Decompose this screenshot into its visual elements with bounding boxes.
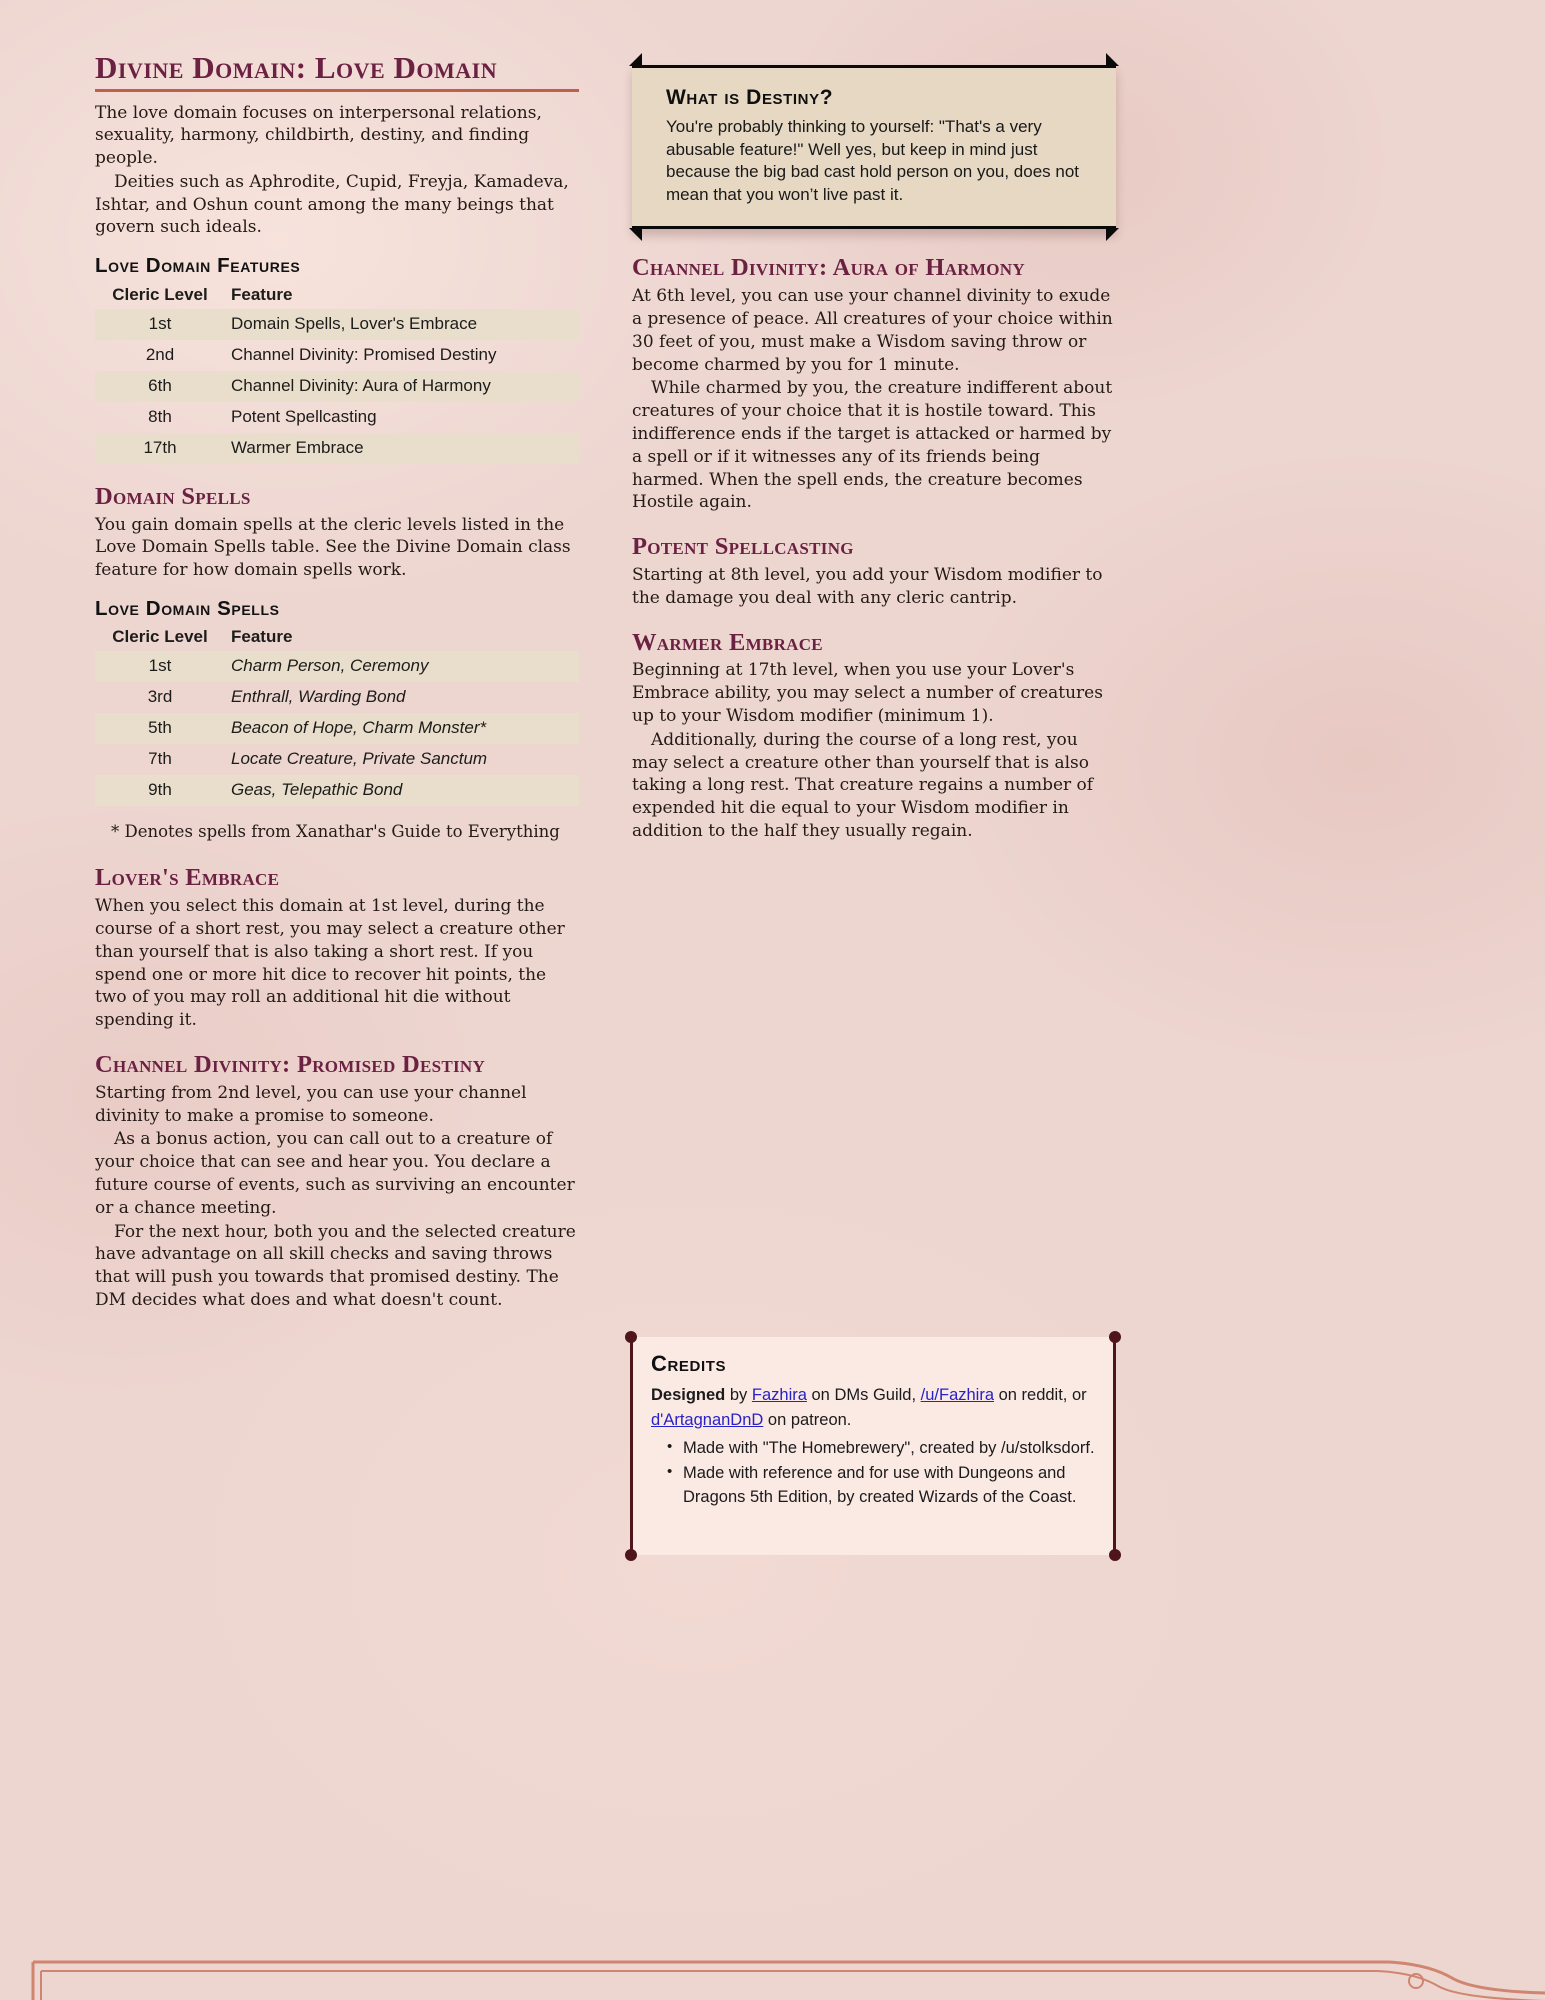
credits-corner-dot-icon — [1109, 1331, 1121, 1343]
spells-footnote: * Denotes spells from Xanathar's Guide to Everything — [111, 822, 560, 842]
destiny-note-body: You're probably thinking to yourself: "That's a very abusable feature!" Well yes, but keep in mind just because the big bad cast hold person on you, does not mean that you won’t live past it. — [666, 117, 1080, 204]
note-corner-triangle-icon — [1106, 53, 1119, 66]
lovers-embrace-paragraph: When you select this domain at 1st level, during the course of a short rest, you may select a creature other than yourself that is also taking a short rest. If you spend one or more hit dice to recover hit points, the two of you may roll an additional hit die without spending it. — [95, 896, 565, 1031]
spells-table-heading: Love Domain Spells — [95, 596, 280, 620]
credits-box — [630, 1337, 1116, 1555]
destiny-note-box — [632, 65, 1116, 229]
warmer-embrace-paragraph-1: Beginning at 17th level, when you use your Lover's Embrace ability, you may select a number of creatures up to your Wisdom modifier (minimum 1). — [632, 660, 1103, 726]
table-row — [95, 433, 579, 464]
lovers-embrace-heading: Lover's Embrace — [95, 864, 280, 892]
features-col-feature: Feature — [231, 284, 293, 304]
table-row — [95, 651, 579, 682]
credits-corner-dot-icon — [1109, 1549, 1121, 1561]
table-row — [95, 744, 579, 775]
credits-text: on reddit, or — [994, 1386, 1087, 1404]
features-col-level: Cleric Level — [112, 284, 208, 304]
cell-spells: Geas, Telepathic Bond — [231, 780, 403, 800]
note-corner-triangle-icon — [1106, 228, 1119, 241]
list-item: • Made with "The Homebrewery", created by /u/stolksdorf. — [665, 1437, 1095, 1461]
cell-level: 9th — [148, 780, 172, 800]
domain-spells-heading: Domain Spells — [95, 482, 251, 510]
warmer-embrace-paragraph-2: Additionally, during the course of a long rest, you may select a creature other than yourself that is also taking a long rest. That creature regains a number of expended hit die equal to your Wisdom modifier in addition to the half they usually regain. — [632, 729, 1094, 841]
credits-designed-line — [651, 1383, 1095, 1433]
intro-paragraph-1: The love domain focuses on interpersonal relations, sexuality, harmony, childbirth, destiny, and finding people. — [95, 102, 542, 169]
promised-destiny-paragraph-2: As a bonus action, you can call out to a creature of your choice that can see and hear you. You declare a future course of events, such as surviving an encounter or a chance meeting. — [95, 1129, 575, 1218]
note-corner-triangle-icon — [629, 228, 642, 241]
cell-feature: Warmer Embrace — [231, 437, 364, 457]
right-column — [632, 60, 1116, 844]
cell-spells: Beacon of Hope, Charm Monster* — [231, 718, 487, 738]
table-row — [95, 775, 579, 806]
fazhira-reddit-link[interactable]: /u/Fazhira — [920, 1386, 995, 1404]
features-table-heading: Love Domain Features — [95, 254, 301, 278]
features-table-header-row — [95, 283, 579, 309]
cell-level: 5th — [148, 718, 172, 738]
credits-designed-label: Designed — [651, 1386, 726, 1404]
promised-destiny-heading: Channel Divinity: Promised Destiny — [95, 1051, 486, 1078]
spells-col-level: Cleric Level — [112, 627, 208, 647]
table-row — [95, 682, 579, 713]
potent-spellcasting-paragraph: Starting at 8th level, you add your Wisdom modifier to the damage you deal with any cleric cantrip. — [632, 564, 1103, 608]
aura-of-harmony-paragraph-1: At 6th level, you can use your channel divinity to exude a presence of peace. All creatures of your choice within 30 feet of you, must make a Wisdom saving throw or become charmed by you for 1 minute. — [632, 286, 1113, 375]
list-item: • Made with reference and for use with Dungeons and Dragons 5th Edition, by created Wizards of the Coast. — [665, 1462, 1095, 1510]
intro-paragraph-2: Deities such as Aphrodite, Cupid, Freyja, Kamadeva, Ishtar, and Oshun count among the many beings that govern such ideals. — [95, 171, 569, 238]
table-row — [95, 340, 579, 371]
cell-level: 1st — [148, 656, 172, 676]
cell-level: 8th — [148, 406, 172, 426]
fazhira-dmsguild-link[interactable]: Fazhira — [751, 1386, 807, 1404]
potent-spellcasting-heading: Potent Spellcasting — [632, 533, 854, 561]
table-row — [95, 713, 579, 744]
credits-corner-dot-icon — [625, 1331, 637, 1343]
domain-spells-paragraph: You gain domain spells at the cleric levels listed in the Love Domain Spells table. See the Divine Domain class feature for how domain spells work. — [95, 514, 571, 581]
cell-level: 3rd — [147, 687, 173, 707]
credits-text: on patreon. — [763, 1410, 852, 1429]
aura-of-harmony-heading: Channel Divinity: Aura of Harmony — [632, 254, 1025, 282]
table-row — [95, 371, 579, 402]
aura-of-harmony-paragraph-2: While charmed by you, the creature indifferent about creatures of your choice that it is hostile toward. This indifference ends if the target is attacked or harmed by a spell or if it witnesses any of its friends being harmed. When the spell ends, the creature becomes Hostile again. — [632, 378, 1113, 513]
cell-feature: Channel Divinity: Aura of Harmony — [231, 375, 491, 395]
credits-corner-dot-icon — [625, 1549, 637, 1561]
spells-table-header-row — [95, 625, 579, 651]
promised-destiny-paragraph-1: Starting from 2nd level, you can use your channel divinity to make a promise to someone. — [95, 1082, 527, 1126]
cell-feature: Potent Spellcasting — [231, 406, 377, 426]
cell-level: 17th — [143, 437, 177, 457]
cell-feature: Channel Divinity: Promised Destiny — [231, 344, 497, 364]
dartagnandnd-patreon-link[interactable]: d'ArtagnanDnD — [651, 1410, 764, 1429]
page-title: Divine Domain: Love Domain — [95, 52, 579, 92]
credits-text: on DMs Guild, — [806, 1386, 921, 1404]
cell-spells: Enthrall, Warding Bond — [231, 687, 406, 707]
credits-text: by — [725, 1386, 752, 1404]
cell-level: 7th — [148, 749, 172, 769]
credits-heading: Credits — [651, 1351, 727, 1376]
promised-destiny-paragraph-3: For the next hour, both you and the selected creature have advantage on all skill checks and saving throws that will push you towards that promised destiny. The DM decides what does and what doesn't count. — [95, 1221, 576, 1310]
spells-table — [95, 625, 579, 806]
cell-feature: Domain Spells, Lover's Embrace — [231, 313, 478, 333]
left-column — [95, 52, 579, 1313]
cell-level: 2nd — [145, 344, 175, 364]
cell-level: 6th — [148, 375, 172, 395]
spells-col-feature: Feature — [231, 627, 293, 647]
features-table — [95, 283, 579, 464]
note-corner-triangle-icon — [629, 53, 642, 66]
cell-spells: Locate Creature, Private Sanctum — [231, 749, 488, 769]
warmer-embrace-heading: Warmer Embrace — [632, 628, 823, 656]
cell-level: 1st — [148, 313, 172, 333]
destiny-note-heading: What is Destiny? — [666, 86, 834, 109]
table-row — [95, 402, 579, 433]
table-row — [95, 309, 579, 340]
cell-spells: Charm Person, Ceremony — [231, 656, 429, 676]
credits-bullet-list — [651, 1437, 1095, 1511]
